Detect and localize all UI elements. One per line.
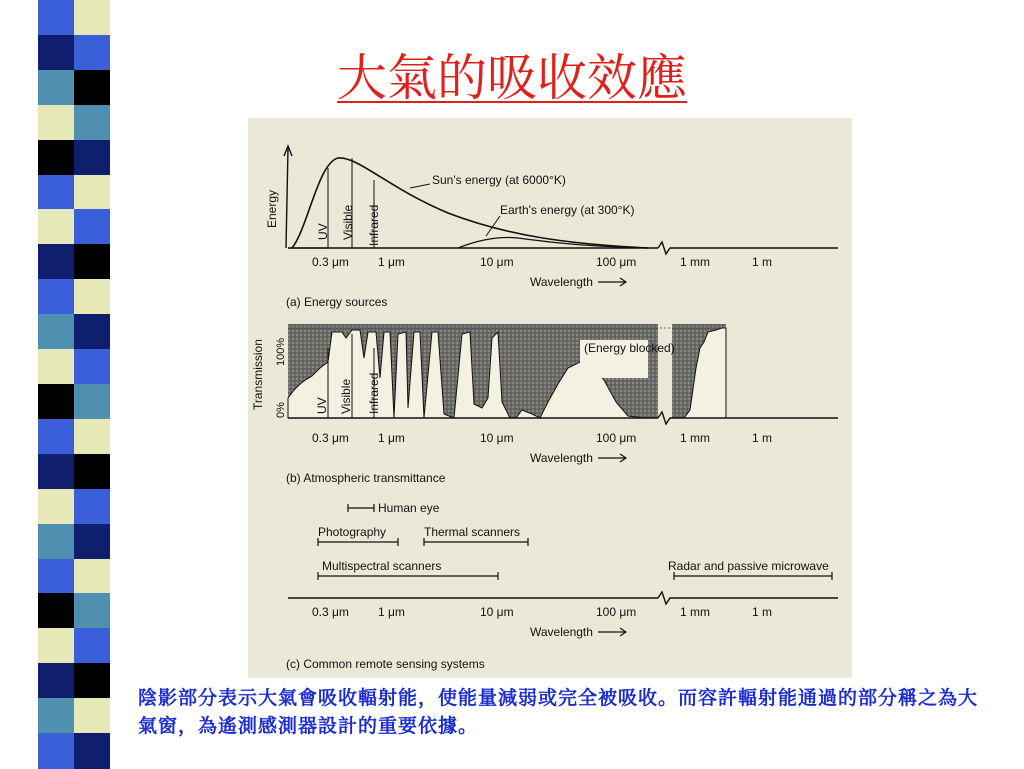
panel-c-tick-2: 1 μm — [378, 605, 405, 619]
panel-a-tick-3: 10 μm — [480, 255, 514, 269]
stripe-block — [38, 559, 74, 595]
panel-c-tick-5: 1 mm — [680, 605, 710, 619]
stripe-block — [74, 454, 110, 490]
stripe-block — [38, 419, 74, 455]
system-human-eye: Human eye — [378, 501, 440, 515]
stripe-block — [74, 698, 110, 734]
atmospheric-absorption-figure — [248, 118, 852, 678]
stripe-block — [38, 314, 74, 350]
panel-a-caption: (a) Energy sources — [286, 295, 388, 309]
panel-c-caption: (c) Common remote sensing systems — [286, 657, 485, 671]
stripe-block — [74, 733, 110, 769]
stripe-block — [74, 314, 110, 350]
panel-a-band-visible: Visible — [341, 204, 355, 240]
panel-a-tick-6: 1 m — [752, 255, 773, 269]
panel-a-tick-4: 100 μm — [596, 255, 637, 269]
stripe-block — [74, 663, 110, 699]
panel-c-tick-1: 0.3 μm — [312, 605, 349, 619]
panel-a — [265, 146, 838, 309]
system-photography: Photography — [318, 525, 387, 539]
panel-b-tick-5: 1 mm — [680, 431, 710, 445]
stripe-block — [38, 698, 74, 734]
stripe-block — [74, 384, 110, 420]
stripe-block — [38, 105, 74, 141]
panel-b-y-tick-top: 100% — [275, 337, 287, 366]
stripe-block — [38, 279, 74, 315]
stripe-block — [38, 489, 74, 525]
stripe-block — [74, 524, 110, 560]
stripe-block — [38, 733, 74, 769]
slide-title: 大氣的吸收效應 — [337, 49, 687, 107]
decorative-stripe-border — [0, 0, 110, 768]
panel-b-tick-1: 0.3 μm — [312, 431, 349, 445]
panel-b-band-infrared: Infrared — [367, 372, 381, 414]
panel-a-tick-5: 1 mm — [680, 255, 710, 269]
panel-a-band-uv: UV — [316, 223, 330, 240]
stripe-block — [74, 209, 110, 245]
stripe-block — [38, 244, 74, 280]
panel-b-y-label: Transmission — [251, 339, 265, 410]
stripe-block — [38, 349, 74, 385]
stripe-block — [38, 384, 74, 420]
panel-a-x-label: Wavelength — [530, 275, 593, 289]
panel-c — [286, 501, 838, 671]
stripe-block — [74, 349, 110, 385]
slide-caption: 陰影部分表示大氣會吸收輻射能，使能量減弱或完全被吸收。而容許輻射能通過的部分稱之為大氣窗，為遙測感測器設計的重要依據。 — [138, 687, 979, 737]
stripe-block — [38, 628, 74, 664]
panel-a-tick-1: 0.3 μm — [312, 255, 349, 269]
stripe-block — [74, 244, 110, 280]
stripe-block — [74, 559, 110, 595]
panel-c-tick-3: 10 μm — [480, 605, 514, 619]
stripe-block — [38, 140, 74, 176]
panel-b-band-visible: Visible — [339, 378, 353, 414]
stripe-block — [74, 175, 110, 211]
panel-c-x-label: Wavelength — [530, 625, 593, 639]
panel-b-caption: (b) Atmospheric transmittance — [286, 471, 446, 485]
panel-a-tick-2: 1 μm — [378, 255, 405, 269]
stripe-block — [38, 454, 74, 490]
earth-energy-label: Earth's energy (at 300°K) — [500, 203, 635, 217]
system-thermal-scanners: Thermal scanners — [424, 525, 521, 539]
system-radar-microwave: Radar and passive microwave — [668, 559, 829, 573]
panel-b-tick-6: 1 m — [752, 431, 773, 445]
stripe-block — [74, 0, 110, 36]
stripe-block — [74, 105, 110, 141]
panel-b-x-label: Wavelength — [530, 451, 593, 465]
stripe-block — [74, 279, 110, 315]
stripe-block — [38, 593, 74, 629]
sun-energy-label: Sun's energy (at 6000°K) — [432, 173, 566, 187]
stripe-block — [38, 524, 74, 560]
panel-b — [251, 324, 838, 485]
axis-a-y — [286, 148, 288, 248]
stripe-block — [74, 419, 110, 455]
panel-c-tick-4: 100 μm — [596, 605, 637, 619]
stripe-block — [38, 663, 74, 699]
panel-b-band-uv: UV — [315, 397, 329, 414]
panel-b-tick-2: 1 μm — [378, 431, 405, 445]
stripe-block — [74, 628, 110, 664]
stripe-block — [74, 593, 110, 629]
panel-c-tick-6: 1 m — [752, 605, 773, 619]
stripe-block — [38, 175, 74, 211]
stripe-block — [74, 489, 110, 525]
panel-b-y-tick-bottom: 0% — [275, 402, 287, 418]
system-multispectral: Multispectral scanners — [322, 559, 442, 573]
panel-b-tick-3: 10 μm — [480, 431, 514, 445]
energy-blocked-label: (Energy blocked) — [584, 341, 675, 355]
stripe-block — [38, 0, 74, 36]
panel-a-band-infrared: Infrared — [367, 204, 381, 246]
stripe-block — [74, 140, 110, 176]
stripe-block — [38, 209, 74, 245]
figure-svg — [248, 118, 852, 678]
panel-a-y-label: Energy — [265, 189, 279, 228]
panel-b-tick-4: 100 μm — [596, 431, 637, 445]
